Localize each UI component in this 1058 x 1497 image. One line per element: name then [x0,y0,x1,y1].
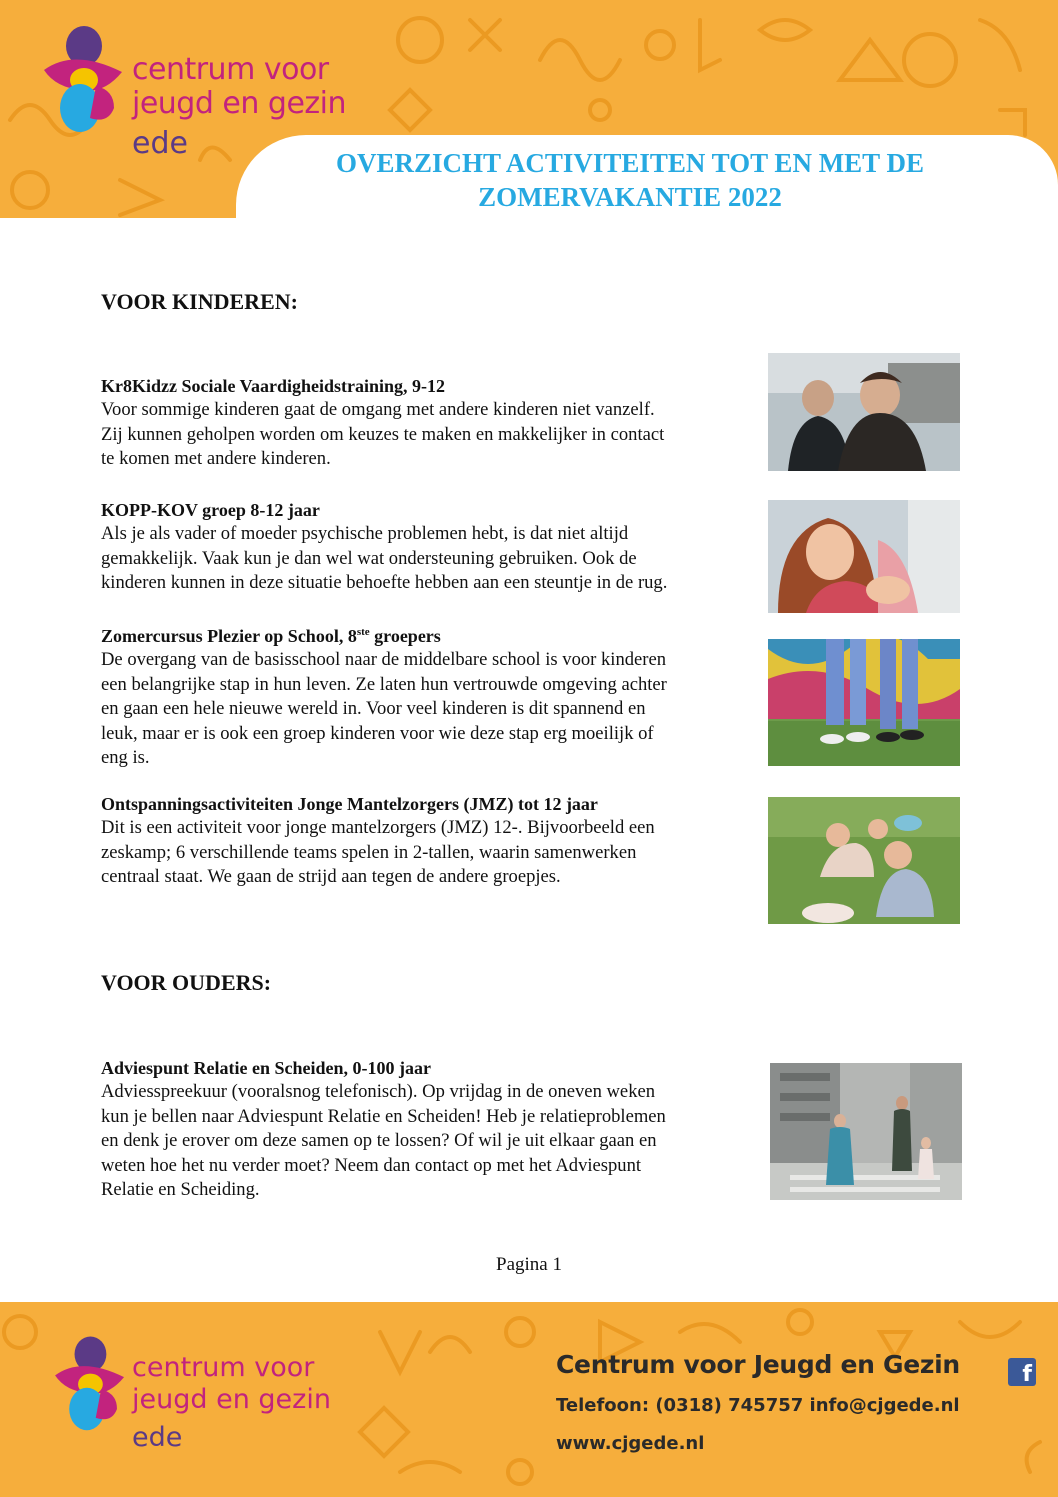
website-link[interactable]: www.cjgede.nl [556,1433,705,1454]
activity-body-line: weten hoe het nu verder moet? Neem dan contact op met het Adviespunt [101,1154,642,1176]
activity-kr8kidzz [101,374,761,472]
activity-body-line: leuk, maar er is ook een groep kinderen voor wie deze stap erg moeilijk of [101,722,654,744]
activity-body-line: centraal staat. We gaan de strijd aan tegen de andere groepjes. [101,866,561,887]
activity-body-line: gemakkelijk. Vaak kun je dan wel wat ondersteuning gebruiken. Ook de [101,547,637,569]
activity-adviespunt [101,1056,761,1203]
logo-line-3: ede [132,1422,183,1453]
activity-title-main: Zomercursus Plezier op School, 8 [101,626,357,646]
activity-body-line: zeskamp; 6 verschillende teams spelen in 2-tallen, waarin samenwerken [101,841,637,863]
photo-girl-smiling [768,500,960,613]
activity-body-line: en gaan een hele nieuwe wereld in. Voor veel kinderen is dit spannend en [101,698,646,719]
activity-title [101,620,761,648]
activity-kopp-kov [101,498,761,596]
activity-zomercursus [101,620,761,771]
activity-body-line: en denk je erover om deze samen op te lossen? Of wil je uit elkaar gaan en [101,1130,657,1151]
page-title-line-1: OVERZICHT ACTIVITEITEN TOT EN MET DE [336,148,924,178]
activity-title: Ontspanningsactiviteiten Jonge Mantelzorgers (JMZ) tot 12 jaar [101,794,598,814]
cjg-logo-mark [36,22,131,142]
photo-children-playing [768,797,960,924]
activity-body-line: een belangrijke stap in hun leven. Ze laten hun vertrouwde omgeving achter [101,673,667,695]
activity-body-line: De overgang van de basisschool naar de middelbare school is voor kinderen [101,649,667,670]
activity-body-line: Relatie en Scheiding. [101,1179,260,1200]
page-title [270,146,990,214]
cjg-logo-mark [48,1326,132,1446]
logo-line-2: jeugd en gezin [132,1384,331,1415]
logo-line-1: centrum voor [132,52,329,87]
activity-title: KOPP-KOV groep 8-12 jaar [101,500,320,520]
logo-line-1: centrum voor [132,1352,315,1383]
activity-body-line: kun je bellen naar Adviespunt Relatie en Scheiden! Heb je relatieproblemen [101,1105,666,1127]
facebook-icon[interactable]: f [1008,1358,1036,1386]
activity-jmz [101,792,761,890]
org-name: Centrum voor Jeugd en Gezin [556,1350,960,1379]
activity-body-line: te komen met andere kinderen. [101,448,331,469]
section-heading-children: VOOR KINDEREN: [101,289,298,314]
activity-title: Kr8Kidzz Sociale Vaardigheidstraining, 9-12 [101,376,446,396]
activity-body-line: kinderen kunnen in deze situatie behoefte hebben aan een steuntje in de rug. [101,572,668,593]
section-heading-parents: VOOR OUDERS: [101,970,272,995]
footer-logo [48,1326,348,1476]
activity-body-line: eng is. [101,747,150,768]
logo-line-3: ede [132,126,188,161]
photo-family-street [770,1063,962,1200]
phone-email[interactable]: Telefoon: (0318) 745757 info@cjgede.nl [556,1395,960,1416]
activity-body-line: Als je als vader of moeder psychische problemen hebt, is dat niet altijd [101,523,629,544]
activity-title-sup: ste [356,626,370,638]
activity-title: Adviespunt Relatie en Scheiden, 0-100 jaar [101,1058,431,1078]
logo-line-2: jeugd en gezin [132,86,347,121]
activity-body-line: Zij kunnen geholpen worden om keuzes te maken en makkelijker in contact [101,423,665,445]
activity-body-line: Adviesspreekuur (vooralsnog telefonisch). Op vrijdag in de oneven weken [101,1081,656,1102]
page-title-line-2: ZOMERVAKANTIE 2022 [478,182,782,212]
page-number: Pagina 1 [496,1254,562,1275]
activity-body-line: Voor sommige kinderen gaat de omgang met andere kinderen niet vanzelf. [101,399,655,420]
activity-title-end: groepers [369,626,441,646]
photo-two-boys [768,353,960,471]
photo-legs-graffiti [768,639,960,766]
activity-body-line: Dit is een activiteit voor jonge mantelzorgers (JMZ) 12-. Bijvoorbeeld een [101,817,655,838]
